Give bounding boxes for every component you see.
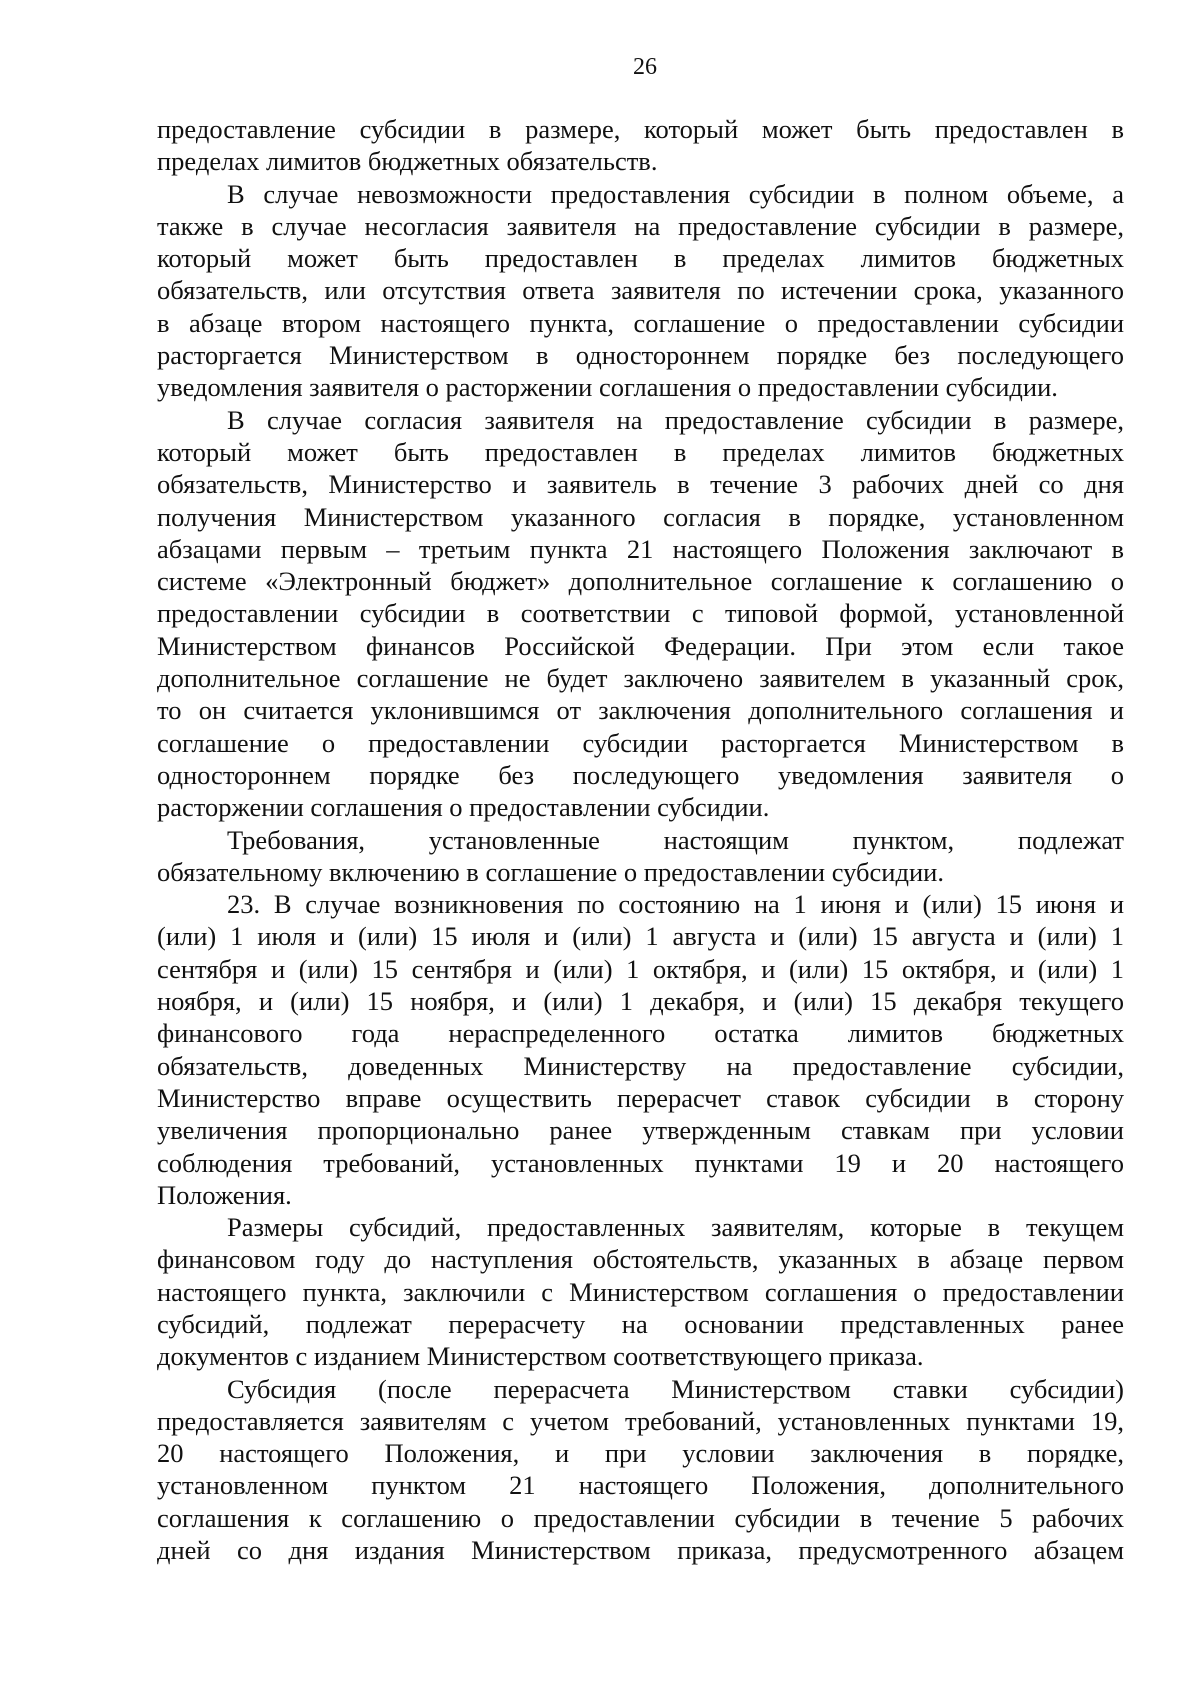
text-line: увеличения пропорционально ранее утвержденным ставкам при условии xyxy=(157,1115,1124,1146)
text-line: финансового года нераспределенного остатка лимитов бюджетных xyxy=(157,1018,1124,1049)
text-line: системе «Электронный бюджет» дополнительное соглашение к соглашению о xyxy=(157,566,1124,597)
text-line: соглашения к соглашению о предоставлении субсидии в течение 5 рабочих xyxy=(157,1502,1124,1533)
text-line: установленном пунктом 21 настоящего Положения, дополнительного xyxy=(157,1470,1124,1501)
text-line: ноября, и (или) 15 ноября, и (или) 1 декабря, и (или) 15 декабря текущего xyxy=(157,986,1124,1017)
text-line: Министерство вправе осуществить перерасчет ставок субсидии в сторону xyxy=(157,1082,1124,1113)
text-line: дней со дня издания Министерством приказа, предусмотренного абзацем xyxy=(157,1535,1124,1566)
text-line: который может быть предоставлен в пределах лимитов бюджетных xyxy=(157,243,1124,274)
text-line: предоставлении субсидии в соответствии с типовой формой, установленной xyxy=(157,598,1124,629)
text-line: расторгается Министерством в одностороннем порядке без последующего xyxy=(157,340,1124,371)
text-line: Министерством финансов Российской Федерации. При этом если такое xyxy=(157,630,1124,661)
text-line: Размеры субсидий, предоставленных заявителям, которые в текущем xyxy=(227,1212,1124,1243)
text-line: расторжении соглашения о предоставлении субсидии. xyxy=(157,792,770,823)
text-line: Положения. xyxy=(157,1179,292,1210)
text-line: (или) 1 июля и (или) 15 июля и (или) 1 августа и (или) 15 августа и (или) 1 xyxy=(157,921,1124,952)
text-line: Требования, установленные настоящим пунктом, подлежат xyxy=(227,824,1124,855)
text-line: субсидий, подлежат перерасчету на основании представленных ранее xyxy=(157,1308,1124,1339)
text-line: соблюдения требований, установленных пунктами 19 и 20 настоящего xyxy=(157,1147,1124,1178)
document-body xyxy=(157,113,1124,1566)
text-line: В случае невозможности предоставления субсидии в полном объеме, а xyxy=(227,178,1124,209)
text-line: настоящего пункта, заключили с Министерством соглашения о предоставлении xyxy=(157,1276,1124,1307)
text-line: предоставление субсидии в размере, который может быть предоставлен в xyxy=(157,114,1124,144)
text-line: обязательному включению в соглашение о предоставлении субсидии. xyxy=(157,856,944,887)
text-line: обязательств, Министерство и заявитель в течение 3 рабочих дней со дня xyxy=(157,469,1124,500)
text-line: 23. В случае возникновения по состоянию на 1 июня и (или) 15 июня и xyxy=(227,889,1124,920)
text-line: сентября и (или) 15 сентября и (или) 1 октября, и (или) 15 октября, и (или) 1 xyxy=(157,953,1124,984)
text-line: также в случае несогласия заявителя на предоставление субсидии в размере, xyxy=(157,210,1124,241)
text-line: обязательств, или отсутствия ответа заявителя по истечении срока, указанного xyxy=(157,275,1124,306)
text-line: финансовом году до наступления обстоятельств, указанных в абзаце первом xyxy=(157,1244,1124,1275)
text-line: получения Министерством указанного согласия в порядке, установленном xyxy=(157,501,1124,532)
text-line: Субсидия (после перерасчета Министерством ставки субсидии) xyxy=(227,1373,1124,1404)
text-line: дополнительное соглашение не будет заключено заявителем в указанный срок, xyxy=(157,663,1124,694)
text-line: пределах лимитов бюджетных обязательств. xyxy=(157,146,658,177)
text-line: уведомления заявителя о расторжении соглашения о предоставлении субсидии. xyxy=(157,372,1058,403)
text-line: абзацами первым – третьим пункта 21 настоящего Положения заключают в xyxy=(157,533,1124,564)
text-line: в абзаце втором настоящего пункта, соглашение о предоставлении субсидии xyxy=(157,307,1124,338)
text-line: документов с изданием Министерством соответствующего приказа. xyxy=(157,1341,924,1372)
text-line: который может быть предоставлен в пределах лимитов бюджетных xyxy=(157,436,1124,467)
text-line: одностороннем порядке без последующего уведомления заявителя о xyxy=(157,759,1124,790)
text-line: В случае согласия заявителя на предоставление субсидии в размере, xyxy=(227,404,1124,435)
text-line: 20 настоящего Положения, и при условии заключения в порядке, xyxy=(157,1438,1124,1469)
text-line: соглашение о предоставлении субсидии расторгается Министерством в xyxy=(157,727,1124,758)
text-line: то он считается уклонившимся от заключения дополнительного соглашения и xyxy=(157,695,1124,726)
text-line: предоставляется заявителям с учетом требований, установленных пунктами 19, xyxy=(157,1405,1124,1436)
text-line: обязательств, доведенных Министерству на предоставление субсидии, xyxy=(157,1050,1124,1081)
page-number: 26 xyxy=(633,54,657,80)
